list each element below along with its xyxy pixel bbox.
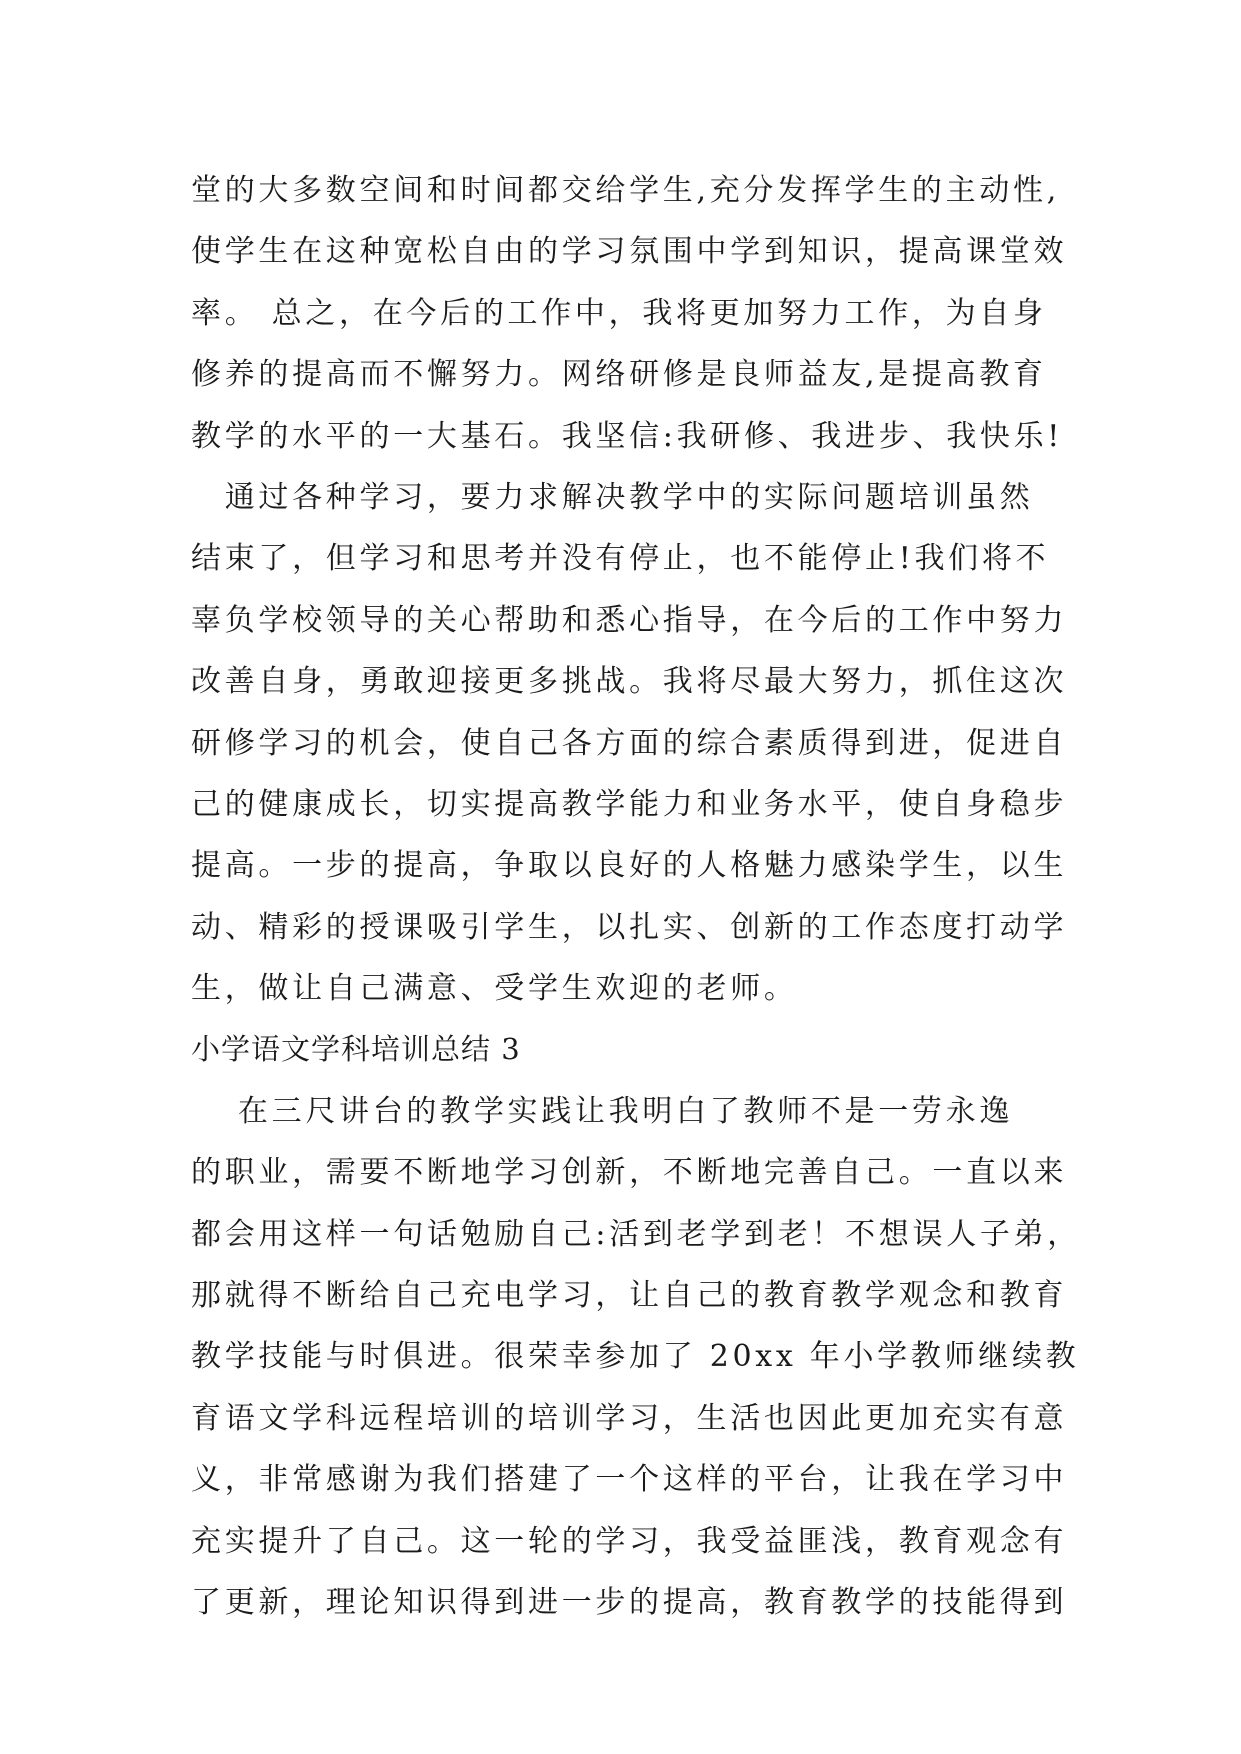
text-line: 研修学习的机会，使自己各方面的综合素质得到进，促进自: [191, 725, 1068, 761]
text-line: 动、精彩的授课吸引学生，以扎实、创新的工作态度打动学: [191, 909, 1068, 945]
text-line: 提高。一步的提高，争取以良好的人格魅力感染学生，以生: [191, 848, 1068, 884]
document-body: [191, 160, 1091, 1633]
text-line: 教学技能与时俱进。很荣幸参加了 20xx 年小学教师继续教: [191, 1339, 1080, 1375]
text-line: 育语文学科远程培训的培训学习，生活也因此更加充实有意: [191, 1400, 1068, 1436]
text-line: 率。 总之，在今后的工作中，我将更加努力工作，为自身: [191, 295, 1047, 331]
text-line: 那就得不断给自己充电学习，让自己的教育教学观念和教育: [191, 1278, 1068, 1314]
text-line: 在三尺讲台的教学实践让我明白了教师不是一劳永逸: [191, 1093, 1014, 1129]
text-line: 使学生在这种宽松自由的学习氛围中学到知识，提高课堂效: [191, 234, 1068, 270]
text-line: 义，非常感谢为我们搭建了一个这样的平台，让我在学习中: [191, 1462, 1068, 1498]
section-heading: 小学语文学科培训总结 3: [191, 1032, 521, 1067]
text-line: 通过各种学习，要力求解决教学中的实际问题培训虽然: [191, 479, 1034, 515]
text-line: 修养的提高而不懈努力。网络研修是良师益友,是提高教育: [191, 357, 1047, 393]
text-line: 结束了，但学习和思考并没有停止，也不能停止!我们将不: [191, 541, 1050, 577]
text-line: 的职业，需要不断地学习创新，不断地完善自己。一直以来: [191, 1155, 1068, 1191]
text-line: 了更新，理论知识得到进一步的提高，教育教学的技能得到: [191, 1584, 1068, 1620]
text-line: 教学的水平的一大基石。我坚信:我研修、我进步、我快乐!: [191, 418, 1064, 454]
text-line: 改善自身，勇敢迎接更多挑战。我将尽最大努力，抓住这次: [191, 664, 1068, 700]
text-line: 己的健康成长，切实提高教学能力和业务水平，使自身稳步: [191, 786, 1068, 822]
text-line: 辜负学校领导的关心帮助和悉心指导，在今后的工作中努力: [191, 602, 1068, 638]
text-line: 堂的大多数空间和时间都交给学生,充分发挥学生的主动性,: [191, 173, 1060, 208]
text-line: 充实提升了自己。这一轮的学习，我受益匪浅，教育观念有: [191, 1523, 1068, 1559]
text-line: 都会用这样一句话勉励自己:活到老学到老！不想误人子弟，: [191, 1216, 1082, 1252]
text-line: 生，做让自己满意、受学生欢迎的老师。: [191, 971, 798, 1007]
